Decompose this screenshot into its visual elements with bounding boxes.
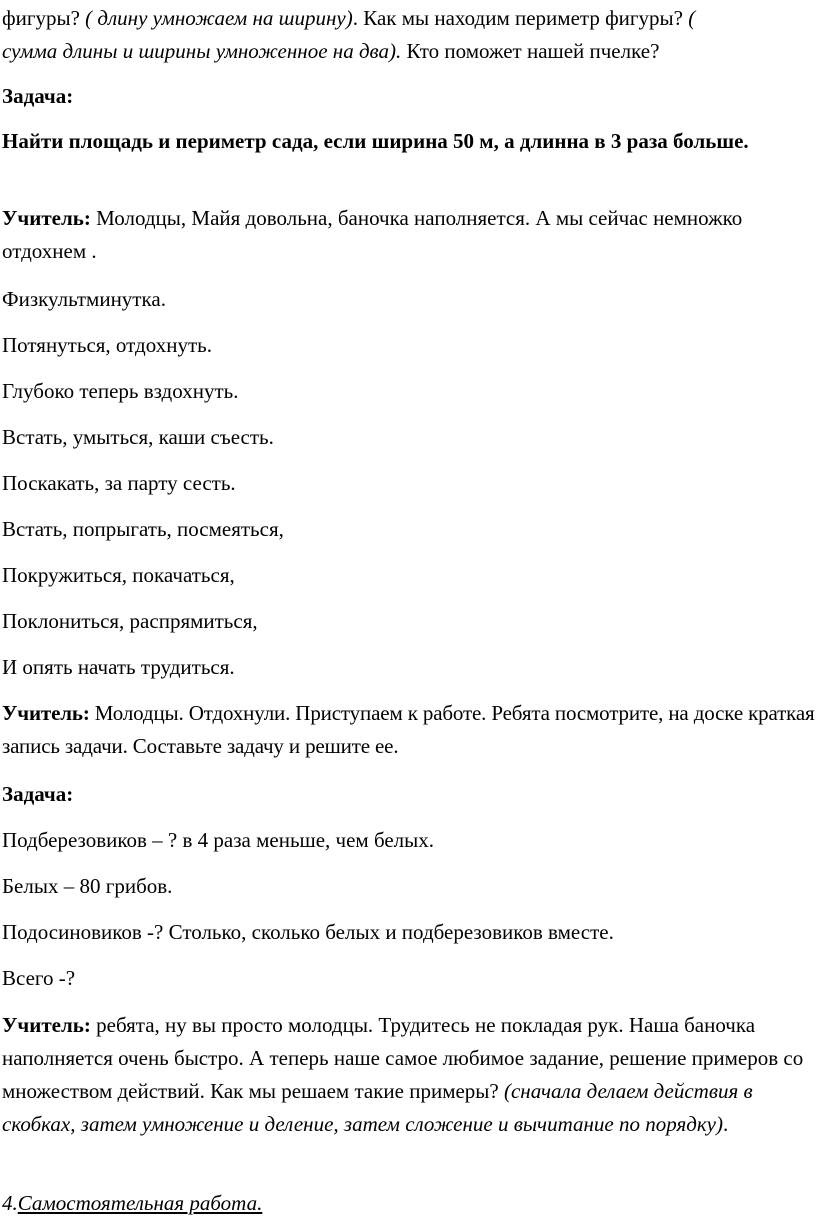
teacher-label: Учитель: — [2, 1013, 91, 1037]
task2-line: Подберезовиков – ? в 4 раза меньше, чем белых. — [2, 828, 435, 852]
task2-line: Белых – 80 грибов. — [2, 874, 173, 898]
teacher1-text: Молодцы, Майя довольна, баночка наполняется. А мы сейчас немножко отдохнем . — [2, 206, 743, 263]
teacher-label: Учитель: — [2, 701, 90, 725]
intro-italic-answer-2: сумма длины и ширины умноженное на два). — [2, 39, 402, 63]
exercise-line: Покружиться, покачаться, — [2, 563, 235, 587]
exercise-line: Встать, умыться, каши съесть. — [2, 425, 274, 449]
task1-text: Найти площадь и периметр сада, если ширина 50 м, а длинна в 3 раза больше. — [2, 129, 749, 153]
task2-line: Всего -? — [2, 966, 76, 990]
teacher3-italic-rule: (сначала делаем действия в скобках, затем умножение и деление, затем сложение и вычитание по порядку) — [2, 1079, 753, 1136]
task1-heading: Задача: — [2, 84, 74, 108]
section-title: Самостоятельная работа. — [17, 1191, 263, 1215]
intro-italic-open: ( — [688, 6, 696, 30]
teacher2-paragraph — [2, 697, 816, 763]
teacher3-text: ребята, ну вы просто молодцы. Трудитесь не покладая рук. Наша баночка наполняется очень быстро. А теперь наше самое любимое задание, решение примеров со множеством действий. Как мы решаем такие примеры? — [2, 1013, 804, 1103]
section-number: 4. — [2, 1191, 18, 1215]
intro-text: фигуры? — [2, 6, 86, 30]
teacher3-paragraph: Учитель: ребята, ну вы просто молодцы. Трудитесь не покладая рук. Наша баночка наполняется очень быстро. А теперь наше самое любимое задание, решение примеров со множеством действий. Как мы решаем такие примеры? (сначала делаем действия в скобках, затем умножение и деление, затем сложение и вычитание по порядку). — [2, 1013, 804, 1136]
exercise-line: Потянуться, отдохнуть. — [2, 333, 212, 357]
exercise-line: Встать, попрыгать, посмеяться, — [2, 517, 284, 541]
section4-heading — [2, 1187, 816, 1220]
task2-line: Подосиновиков -? Столько, сколько белых и подберезовиков вместе. — [2, 920, 614, 944]
exercise-line: Глубоко теперь вздохнуть. — [2, 379, 239, 403]
exercise-title: Физкультминутка. — [2, 287, 166, 311]
intro-paragraph — [2, 2, 816, 68]
exercise-line: Поскакать, за парту сесть. — [2, 471, 236, 495]
exercise-line: И опять начать трудиться. — [2, 655, 235, 679]
exercise-line: Поклониться, распрямиться, — [2, 609, 258, 633]
teacher2-text: Молодцы. Отдохнули. Приступаем к работе. Ребята посмотрите, на доске краткая запись задачи. Составьте задачу и решите ее. — [2, 701, 815, 758]
teacher-label: Учитель: — [2, 206, 91, 230]
intro-text: . Как мы находим периметр фигуры? — [352, 6, 689, 30]
teacher1-paragraph — [2, 202, 792, 268]
intro-question: Кто поможет нашей пчелке? — [401, 39, 660, 63]
intro-italic-answer-1: ( длину умножаем на ширину) — [85, 6, 353, 30]
task2-heading: Задача: — [2, 782, 74, 806]
